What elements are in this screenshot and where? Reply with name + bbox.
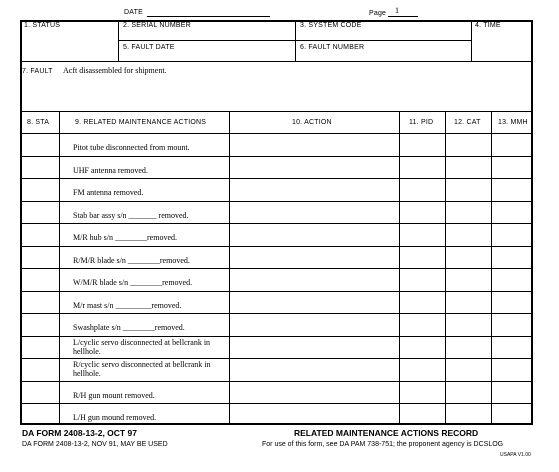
row-action-text: W/M/R blade s/n ________removed.: [73, 278, 193, 287]
proponent-note: For use of this form, see DA PAM 738-751; the proponent agency is DCSLOG: [262, 441, 504, 448]
status-field[interactable]: 1. STATUS: [24, 22, 61, 29]
table-row[interactable]: [73, 178, 228, 201]
row-action-text: M/R hub s/n ________removed.: [73, 233, 177, 242]
row-action-text: Stab bar assy s/n _______ removed.: [73, 210, 189, 220]
row-action-text: Swashplate s/n ________removed.: [73, 323, 185, 332]
row-action-text: FM antenna removed.: [73, 188, 144, 197]
table-row[interactable]: [73, 313, 228, 336]
col-header-pid: 11. PID: [409, 119, 434, 126]
form-id: DA FORM 2408-13-2, OCT 97: [22, 428, 137, 438]
row-action-text: L/cyclic servo disconnected at bellcrank in hellhole.: [73, 337, 211, 356]
table-row[interactable]: [73, 336, 228, 359]
date-label: DATE: [124, 9, 143, 16]
supersedes-note: DA FORM 2408-13-2, NOV 91, MAY BE USED: [22, 441, 168, 448]
divider: [471, 20, 472, 61]
row-action-text: Pitot tube disconnected from mount.: [73, 143, 190, 152]
time-field[interactable]: 4. TIME: [475, 22, 501, 29]
divider: [20, 61, 533, 62]
table-row[interactable]: [73, 133, 228, 156]
row-action-text: UHF antenna removed.: [73, 165, 148, 175]
col-header-mmh: 13. MMH: [498, 119, 528, 126]
row-action-text: L/H gun mound removed.: [73, 413, 157, 422]
table-row[interactable]: [73, 223, 228, 246]
table-row[interactable]: [73, 156, 228, 179]
table-row[interactable]: [73, 291, 228, 314]
fault-number-field[interactable]: 6. FAULT NUMBER: [300, 44, 365, 51]
fault-label: 7. FAULT: [22, 68, 53, 75]
system-code-field[interactable]: 3. SYSTEM CODE: [300, 22, 362, 29]
form-title: RELATED MAINTENANCE ACTIONS RECORD: [294, 428, 479, 438]
col-header-action: 10. ACTION: [292, 119, 332, 126]
col-header-related-actions: 9. RELATED MAINTENANCE ACTIONS: [75, 119, 207, 126]
row-action-text: R/M/R blade s/n ________removed.: [73, 255, 190, 265]
divider: [20, 111, 533, 112]
table-row[interactable]: [73, 268, 228, 291]
date-field[interactable]: [147, 16, 270, 17]
table-row[interactable]: [73, 358, 228, 381]
page-label: Page: [369, 10, 387, 17]
fault-date-field[interactable]: 5. FAULT DATE: [123, 44, 175, 51]
version-label: USAPA V1.00: [500, 452, 531, 458]
row-action-text: R/H gun mount removed.: [73, 390, 155, 400]
table-row[interactable]: [73, 246, 228, 269]
page-number: 1: [395, 6, 399, 15]
row-action-text: M/r mast s/n _________removed.: [73, 300, 182, 310]
fault-text[interactable]: Acft disassembled for shipment.: [63, 66, 167, 75]
page-field[interactable]: [388, 16, 418, 17]
serial-number-field[interactable]: 2. SERIAL NUMBER: [123, 22, 191, 29]
row-action-text: R/cyclic servo disconnected at bellcrank in hellhole.: [73, 360, 211, 378]
table-row[interactable]: [73, 381, 228, 404]
col-header-cat: 12. CAT: [454, 119, 481, 126]
col-header-sta: 8. STA: [27, 119, 50, 126]
table-row[interactable]: [73, 201, 228, 224]
divider: [118, 40, 471, 41]
table-row[interactable]: [73, 403, 228, 426]
